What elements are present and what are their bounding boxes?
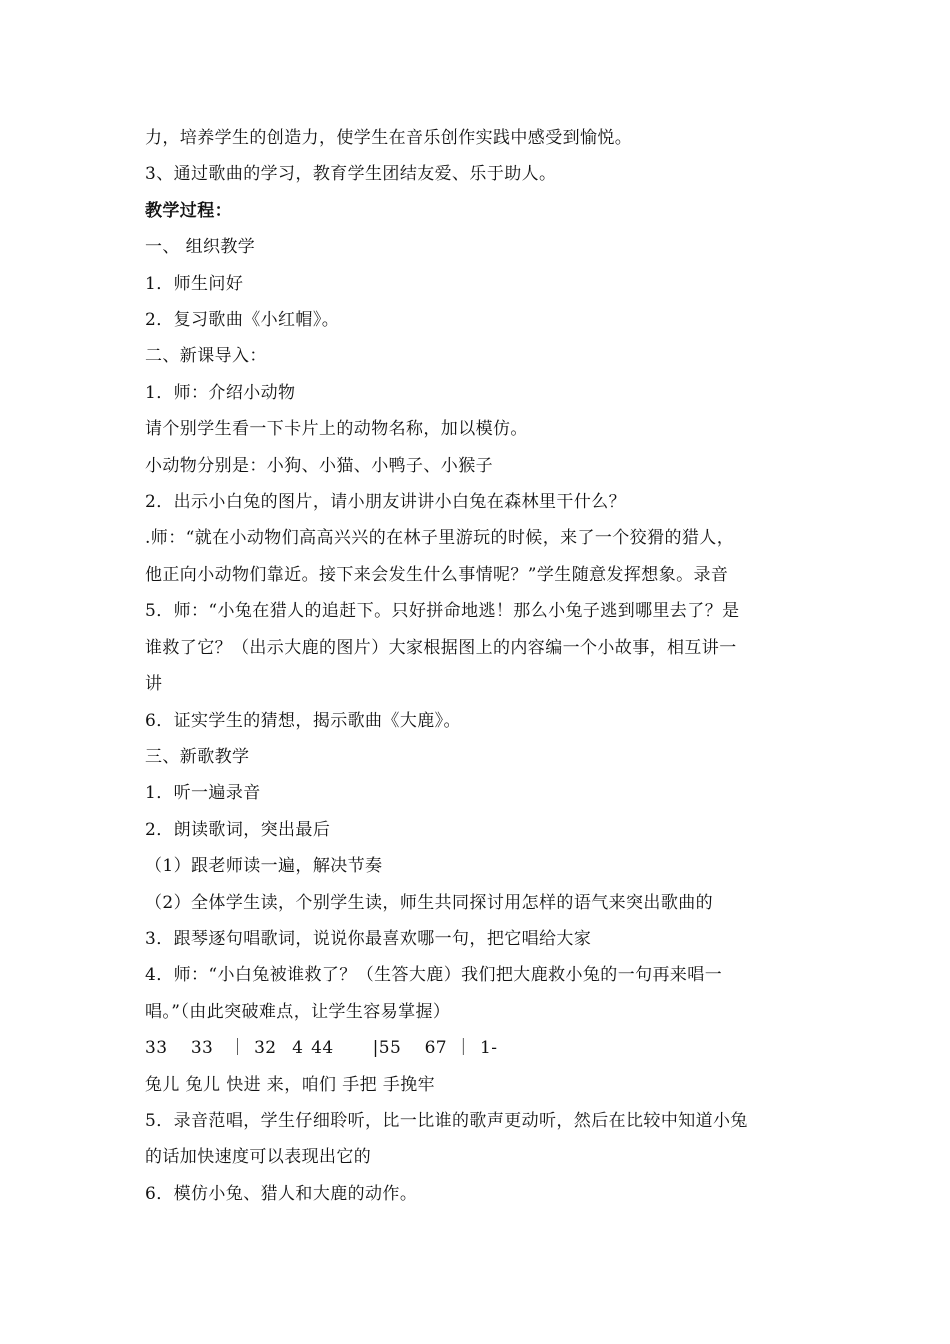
text-line: （2）全体学生读，个别学生读，师生共同探讨用怎样的语气来突出歌曲的	[145, 892, 714, 913]
text-line: 2．出示小白兔的图片，请小朋友讲讲小白兔在森林里干什么？	[145, 492, 627, 513]
text-line: 他正向小动物们靠近。接下来会发生什么事情呢？”学生随意发挥想象。录音	[145, 564, 729, 585]
text-line: 小动物分别是：小狗、小猫、小鸭子、小猴子	[145, 455, 493, 476]
text-line: 4．师：“小白兔被谁救了？（生答大鹿）我们把大鹿救小兔的一句再来唱一	[145, 965, 723, 986]
text-line: 3、通过歌曲的学习，教育学生团结友爱、乐于助人。	[145, 164, 557, 185]
text-line: 2．复习歌曲《小红帽》。	[145, 310, 340, 331]
text-line: 6．证实学生的猜想，揭示歌曲《大鹿》。	[145, 710, 461, 731]
text-line: 力，培养学生的创造力，使学生在音乐创作实践中感受到愉悦。	[145, 128, 633, 148]
text-line: 一、 组织教学	[145, 237, 256, 258]
text-line: 1．听一遍录音	[145, 783, 261, 804]
text-line: 请个别学生看一下卡片上的动物名称，加以模仿。	[145, 419, 528, 440]
music-notation: 33 33 ｜ 32 4 44 |55 67 ｜ 1-	[145, 1038, 498, 1059]
text-line: 6．模仿小兔、猎人和大鹿的动作。	[145, 1183, 418, 1204]
text-line: 讲	[145, 674, 163, 695]
text-line: 唱。”（由此突破难点，让学生容易掌握）	[145, 1001, 451, 1022]
text-line: 三、新歌教学	[145, 746, 250, 767]
text-line: 5．录音范唱，学生仔细聆听，比一比谁的歌声更动听，然后在比较中知道小兔	[145, 1110, 748, 1131]
section-heading: 教学过程：	[145, 200, 232, 221]
text-line: .师：“就在小动物们高高兴兴的在林子里游玩的时候，来了一个狡猾的猎人，	[145, 528, 735, 549]
text-line: 谁救了它？（出示大鹿的图片）大家根据图上的内容编一个小故事，相互讲一	[145, 637, 737, 658]
text-line: 1．师：介绍小动物	[145, 382, 296, 403]
text-line: 5．师：“小兔在猎人的追赶下。只好拼命地逃！那么小兔子逃到哪里去了？是	[145, 601, 740, 622]
document-body	[145, 120, 815, 1212]
text-line: 2．朗读歌词，突出最后	[145, 819, 331, 840]
text-line: 的话加快速度可以表现出它的	[145, 1147, 372, 1168]
text-line: 3．跟琴逐句唱歌词，说说你最喜欢哪一句，把它唱给大家	[145, 928, 592, 949]
lyrics-line: 兔儿 兔儿 快进 来，咱们 手把 手挽牢	[145, 1074, 436, 1095]
text-line: 1．师生问好	[145, 273, 244, 294]
text-line: 二、新课导入：	[145, 346, 267, 367]
text-line: （1）跟老师读一遍，解决节奏	[145, 856, 383, 877]
